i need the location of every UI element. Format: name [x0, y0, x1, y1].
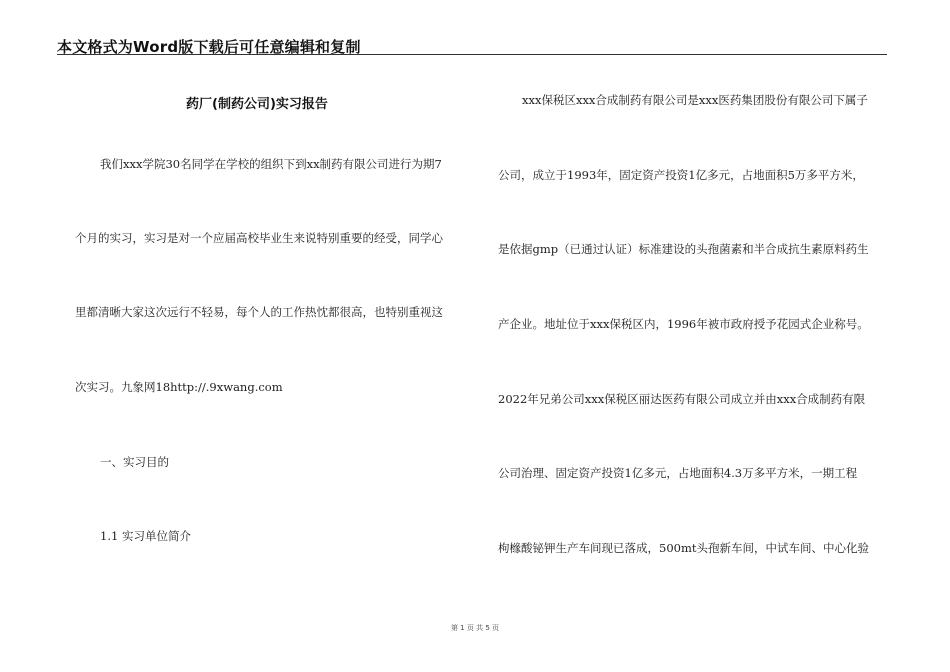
paragraph-line: 个月的实习，实习是对一个应届高校毕业生来说特别重要的经受，同学心 — [75, 231, 443, 245]
document-title: 药厂(制药公司)实习报告 — [186, 97, 328, 112]
section-heading: 一、实习目的 — [100, 455, 169, 469]
header-divider — [57, 54, 887, 55]
paragraph-line: 枸橼酸铋钾生产车间现已落成，500mt头孢新车间，中试车间、中心化验 — [498, 541, 869, 555]
paragraph-line: 产企业。地址位于xxx保税区内，1996年被市政府授予花园式企业称号。 — [498, 317, 869, 331]
document-header: 本文格式为Word版下载后可任意编辑和复制 — [57, 38, 361, 56]
page-footer: 第 1 页 共 5 页 — [450, 624, 500, 632]
paragraph-line: 公司，成立于1993年，固定资产投资1亿多元，占地面积5万多平方米， — [498, 168, 864, 182]
paragraph-line: 是依据gmp（已通过认证）标准建设的头孢菌素和半合成抗生素原料药生 — [498, 242, 869, 256]
paragraph-line: 公司治理、固定资产投资1亿多元，占地面积4.3万多平方米，一期工程 — [498, 466, 858, 480]
subsection-heading: 1.1 实习单位简介 — [100, 529, 191, 543]
paragraph-line: xxx保税区xxx合成制药有限公司是xxx医药集团股份有限公司下属子 — [522, 93, 868, 107]
paragraph-line: 我们xxx学院30名同学在学校的组织下到xx制药有限公司进行为期7 — [100, 157, 442, 171]
paragraph-line: 里都清晰大家这次远行不轻易，每个人的工作热忱都很高，也特别重视这 — [75, 305, 443, 319]
paragraph-line: 2022年兄弟公司xxx保税区丽达医药有限公司成立并由xxx合成制药有限 — [498, 392, 866, 406]
paragraph-line: 次实习。九象网18http://.9xwang.com — [75, 380, 283, 394]
